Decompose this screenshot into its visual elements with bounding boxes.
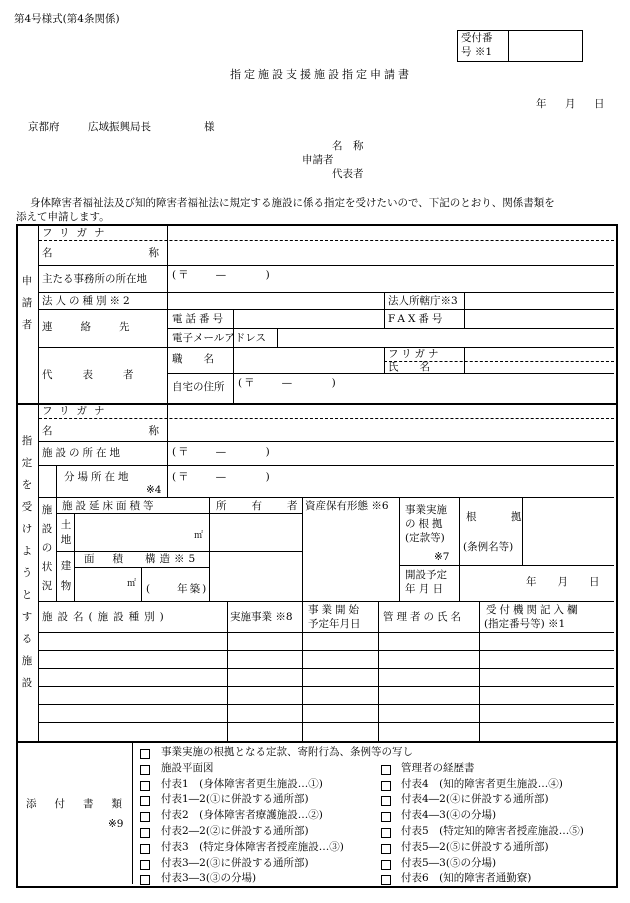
contact-label: 連絡先 [42, 321, 158, 333]
attachment-checkbox[interactable] [140, 844, 150, 854]
building-label: 建物 [60, 560, 72, 592]
open-date-ymd: 年 月 日 [526, 576, 600, 588]
corp-authority-label: 法人所轄庁※3 [388, 295, 458, 307]
attachment-item: 付表5―3(⑤の分場) [401, 856, 497, 869]
attachment-item: 付表4―2(④に併設する通所部) [401, 793, 549, 806]
col-manager: 管理者の氏名 [383, 611, 464, 623]
attachment-item: 付表5―2(⑤に併設する通所部) [401, 840, 549, 853]
branch-note: ※4 [146, 484, 162, 496]
receipt-label-2: 号 ※1 [461, 46, 493, 58]
ordinance-label: (条例名等) [463, 541, 514, 553]
built-year-label: ( 年築) [146, 583, 209, 595]
basis-label-2: の根拠 [405, 518, 446, 530]
attachment-checkbox[interactable] [381, 875, 391, 885]
facility-postal: (〒 — ) [172, 446, 272, 458]
date-line: 年 月 日 [536, 98, 609, 110]
attachment-item: 付表5 (特定知的障害者授産施設…⑤) [401, 825, 584, 837]
attachment-item: 管理者の経歴書 [401, 761, 475, 774]
col-program: 実施事業 ※8 [230, 611, 293, 623]
rep-title-label: 職 名 [172, 353, 214, 365]
branch-location-label: 分場所在地 [64, 471, 132, 483]
attachment-checkbox[interactable] [381, 844, 391, 854]
attachments-label: 添付書類 [26, 798, 140, 810]
attachment-item: 付表2―2(②に併設する通所部) [161, 825, 309, 837]
status-side-label: 施設の状況 [41, 504, 53, 592]
structure-label: 構造※5 [145, 553, 200, 565]
office-address-label: 主たる事務所の所在地 [42, 273, 147, 285]
open-date-label-2: 年 月 日 [405, 583, 444, 595]
office-postal: (〒 — ) [172, 269, 272, 281]
attachment-item: 付表6 (知的障害者通勤寮) [401, 872, 532, 885]
addressee-office: 広域振興局長 [88, 121, 151, 133]
facility-name-col: 名称 [42, 425, 255, 437]
representative-label: 代表者 [332, 168, 364, 180]
email-label: 電子メールアドレス [172, 332, 266, 344]
attachment-checkbox[interactable] [381, 796, 391, 806]
attachment-checkbox[interactable] [140, 828, 150, 838]
open-date-label-1: 開設予定 [405, 569, 447, 581]
grounds-label: 根 拠 [466, 511, 534, 523]
attachment-checkbox[interactable] [381, 860, 391, 870]
attachment-item: 付表2 (身体障害者療護施設…②) [161, 809, 323, 822]
intro-text-2: 添えて申請します。 [16, 211, 110, 223]
attachment-checkbox[interactable] [140, 796, 150, 806]
attachment-item: 施設平面図 [161, 761, 214, 774]
rep-name-label: 氏 名 [388, 361, 430, 373]
building-area-label: 面積 [84, 553, 141, 565]
basis-note: ※7 [434, 551, 450, 563]
col-reception-2: (指定番号等) ※1 [484, 618, 566, 630]
home-address-label: 自宅の住所 [172, 381, 225, 393]
attachment-checkbox[interactable] [140, 765, 150, 775]
attachments-note: ※9 [108, 818, 124, 830]
land-label: 土地 [60, 519, 72, 546]
attachment-item: 付表3―3(③の分場) [161, 872, 257, 885]
col-start-1: 事業開始 [308, 604, 362, 616]
asset-form-label: 資産保有形態 ※6 [305, 500, 389, 512]
attachment-item: 付表4―3(④の分場) [401, 809, 497, 822]
attachment-item: 付表3―2(③に併設する通所部) [161, 856, 309, 869]
attachment-checkbox[interactable] [381, 812, 391, 822]
phone-label: 電話番号 [172, 313, 226, 325]
representative-col: 代表者 [42, 369, 164, 381]
attachment-checkbox[interactable] [381, 781, 391, 791]
facility-location-label: 施設の所在地 [42, 447, 123, 459]
receipt-label-1: 受付番 [461, 32, 493, 44]
floor-area-label: 施設延床面積等 [62, 500, 157, 512]
attachment-item: 付表1―2(①に併設する通所部) [161, 793, 309, 806]
home-postal: (〒 — ) [238, 377, 338, 389]
col-start-2: 予定年月日 [308, 618, 361, 630]
attachment-item: 付表4 (知的障害者更生施設…④) [401, 777, 563, 790]
attachment-checkbox[interactable] [381, 765, 391, 775]
attachment-item: 付表1 (身体障害者更生施設…①) [161, 777, 323, 790]
attachment-checkbox[interactable] [140, 860, 150, 870]
attachment-checkbox[interactable] [381, 828, 391, 838]
owner-label: 所有者 [216, 500, 323, 512]
building-m2-unit: ㎡ [127, 579, 137, 589]
applicant-label: 申請者 [302, 154, 334, 166]
document-title: 指定施設支援施設指定申請書 [230, 68, 412, 81]
applicant-furigana-label: フリガナ [42, 227, 112, 239]
corp-type-label: 法人の種別※2 [42, 295, 133, 307]
attachment-checkbox[interactable] [140, 875, 150, 885]
addressee-honorific: 様 [204, 121, 215, 133]
applicant-name-col: 名称 [42, 247, 255, 259]
form-number: 第4号様式(第4条関係) [14, 13, 120, 25]
attachment-checkbox[interactable] [140, 781, 150, 791]
intro-text-1: 身体障害者福祉法及び知的障害者福祉法に規定する施設に係る指定を受けたいので、下記のとおり、関係書類を [30, 197, 555, 209]
rep-furigana-label: フリガナ [388, 348, 442, 360]
basis-label-3: (定款等) [405, 532, 445, 544]
addressee-pref: 京都府 [28, 121, 60, 133]
basis-label-1: 事業実施 [405, 504, 447, 516]
fax-label: FAX番号 [388, 313, 446, 325]
attachment-checkbox[interactable] [140, 749, 150, 759]
attachment-checkbox[interactable] [140, 812, 150, 822]
col-facility-name: 施設名(施設種別) [42, 611, 169, 623]
land-m2-unit: ㎡ [194, 531, 204, 541]
branch-postal: (〒 — ) [172, 471, 272, 483]
applicant-name-label: 名 称 [332, 140, 364, 152]
col-reception-1: 受付機関記入欄 [486, 604, 581, 616]
attachment-item: 事業実施の根拠となる定款、寄附行為、条例等の写し [161, 746, 413, 758]
attachment-item: 付表3 (特定身体障害者授産施設…③) [161, 840, 344, 853]
applicant-side-label: 申請者 [21, 275, 33, 331]
facility-furigana-label: フリガナ [42, 405, 112, 417]
facility-side-label: 指定を受けようとする施設 [21, 435, 33, 689]
